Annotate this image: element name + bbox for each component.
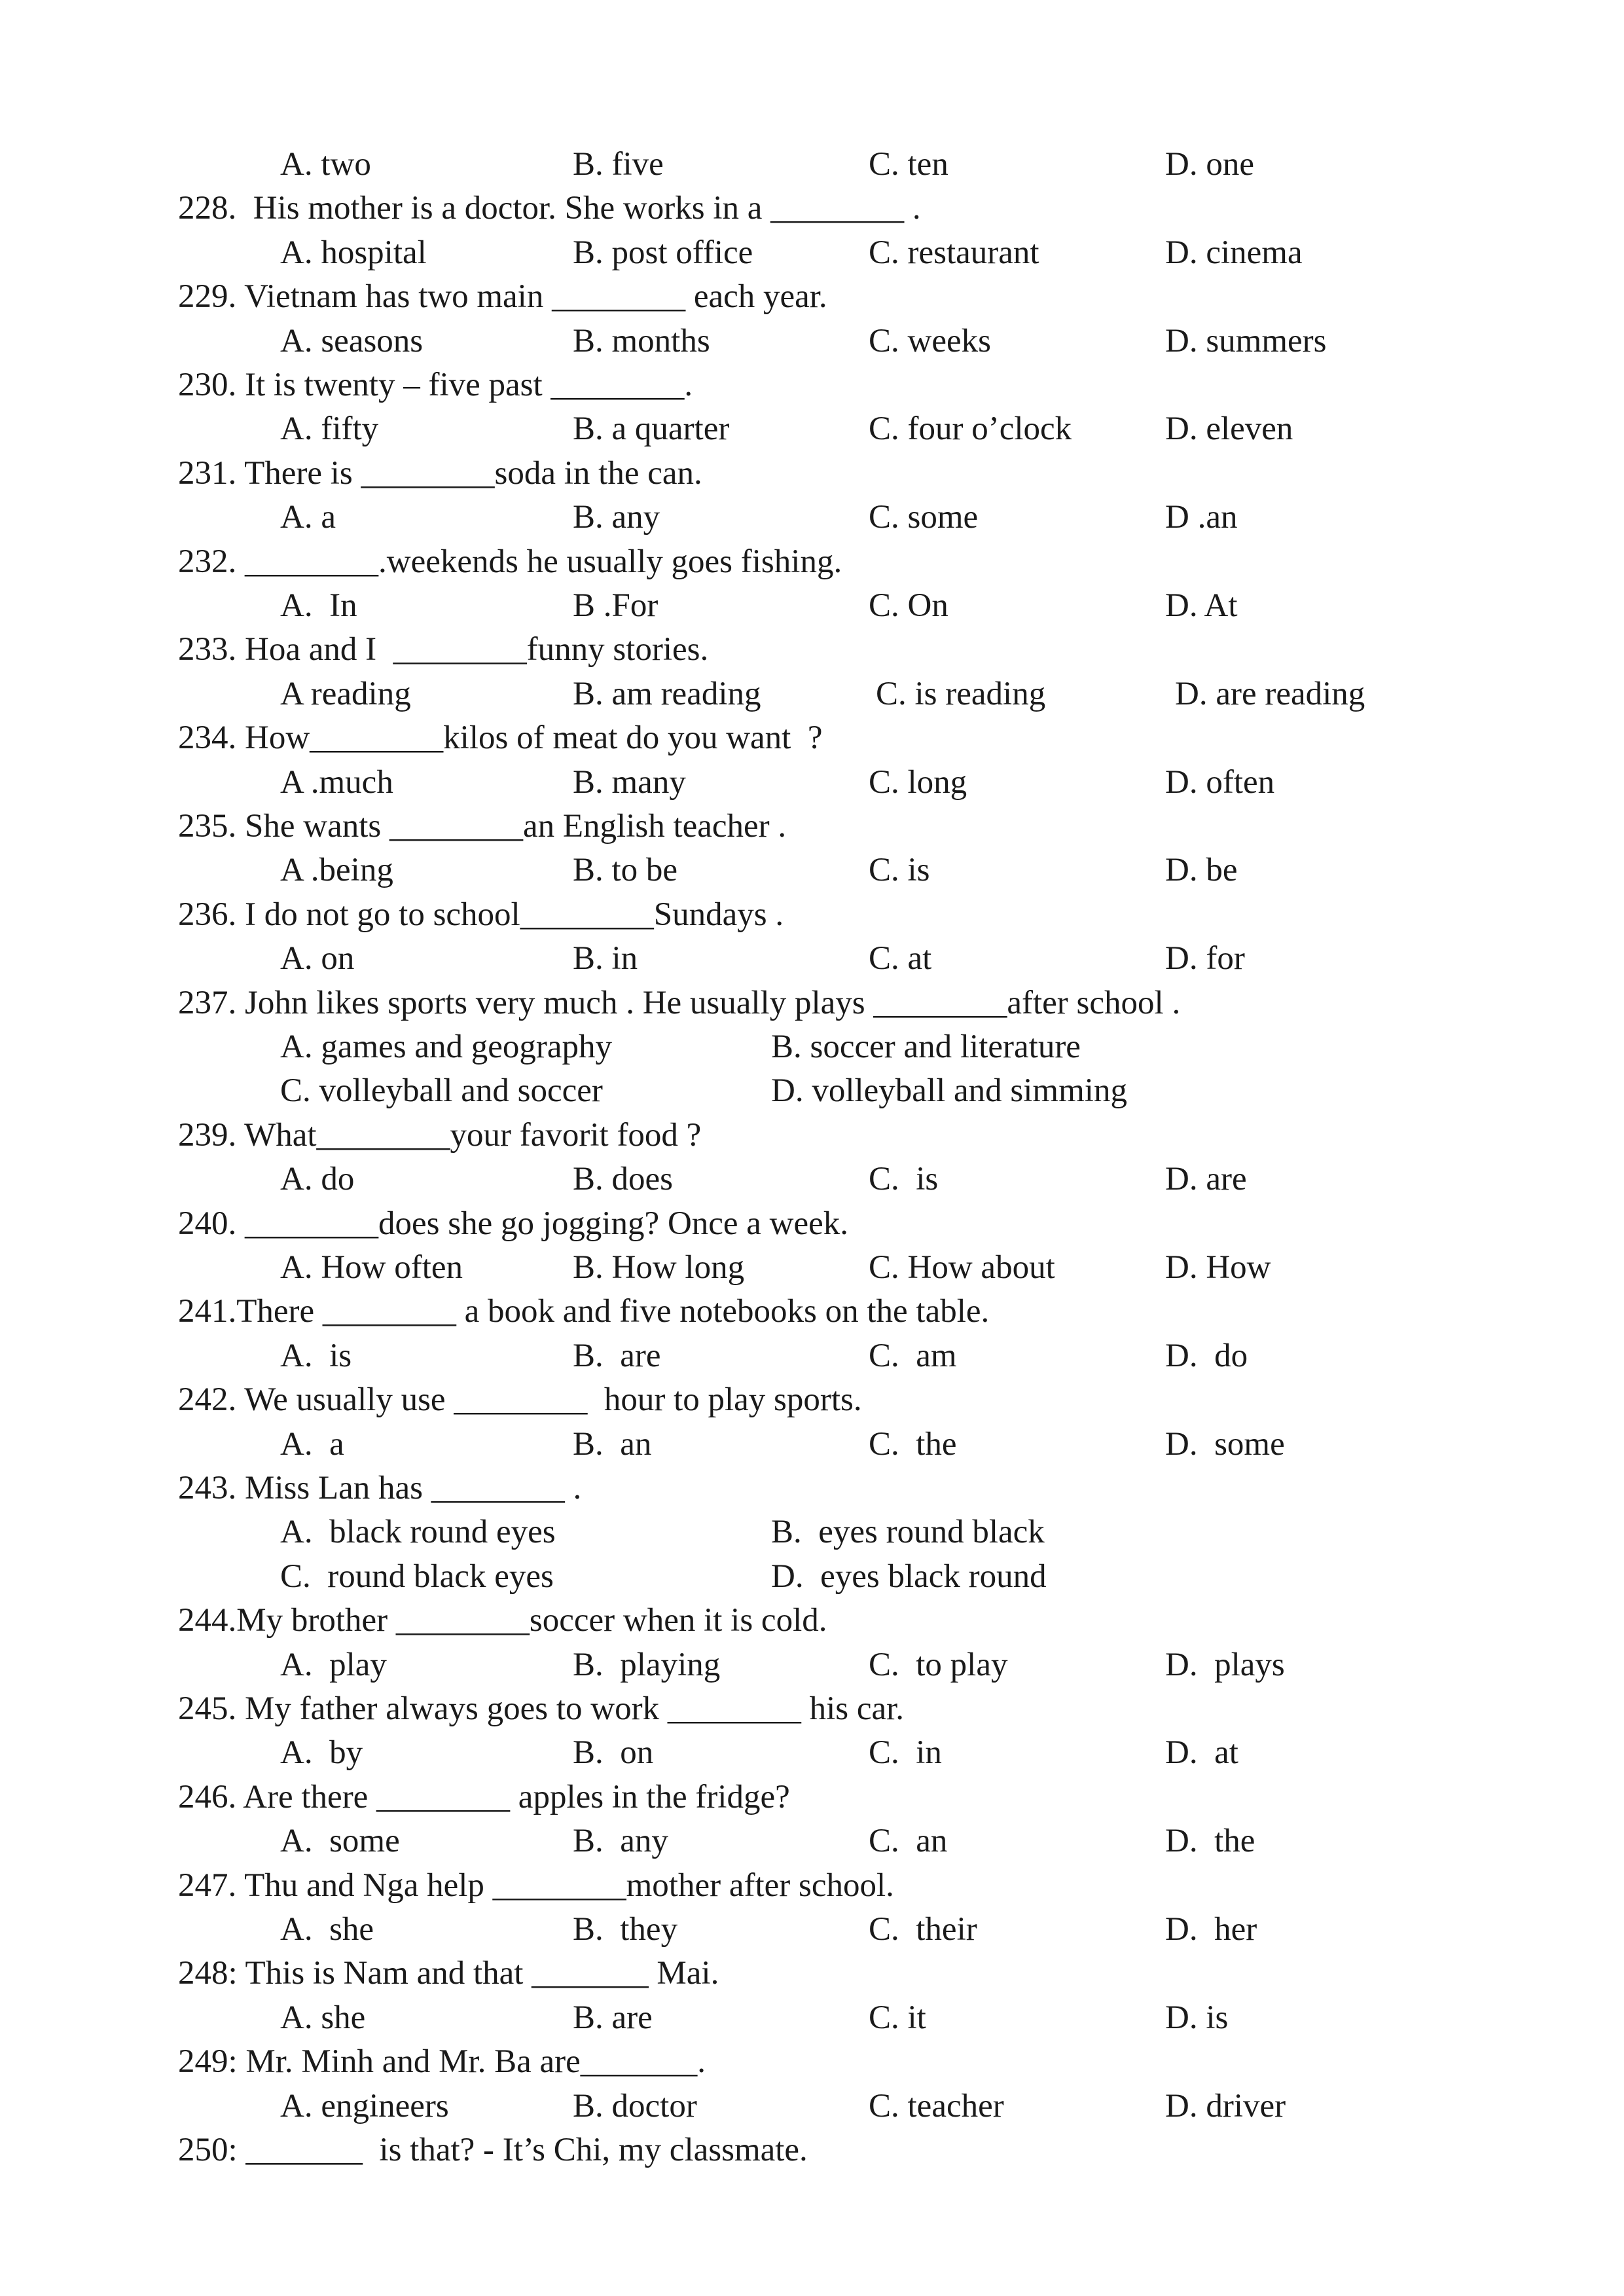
answer-option: B. many — [573, 763, 686, 801]
question-row — [0, 275, 1624, 319]
answer-option: C. restaurant — [869, 234, 1039, 271]
options-row — [0, 1334, 1624, 1378]
answer-option: D. some — [1165, 1425, 1285, 1463]
question-text: 231. There is ________soda in the can. — [178, 454, 702, 492]
answer-option: B. How long — [573, 1249, 745, 1286]
answer-option: B. in — [573, 940, 638, 977]
options-row — [0, 319, 1624, 363]
answer-option: B. a quarter — [573, 410, 730, 448]
options-row — [0, 584, 1624, 628]
answer-option: C. to play — [869, 1646, 1008, 1683]
question-row — [0, 981, 1624, 1025]
answer-option: D. eyes black round — [771, 1558, 1047, 1595]
options-row — [0, 143, 1624, 187]
question-row — [0, 1776, 1624, 1819]
answer-option: C. at — [869, 940, 932, 977]
question-row — [0, 1864, 1624, 1908]
answer-option: B. are — [573, 1337, 661, 1374]
question-row — [0, 805, 1624, 848]
options-row — [0, 496, 1624, 539]
question-row — [0, 716, 1624, 760]
answer-option: C. How about — [869, 1249, 1055, 1286]
question-row — [0, 2040, 1624, 2084]
options-row — [0, 2085, 1624, 2128]
question-text: 243. Miss Lan has ________ . — [178, 1470, 582, 1506]
question-text: 244.My brother ________soccer when it is cold. — [178, 1602, 827, 1639]
answer-option: D. plays — [1165, 1646, 1285, 1683]
answer-option: B. any — [573, 1823, 668, 1860]
question-row — [0, 363, 1624, 407]
options-row — [0, 1819, 1624, 1863]
question-text: 233. Hoa and I ________funny stories. — [178, 631, 709, 668]
question-text: 239. What________your favorit food ? — [178, 1116, 702, 1154]
options-row — [0, 407, 1624, 451]
answer-option: C. On — [869, 587, 948, 624]
answer-option: A. play — [280, 1646, 387, 1683]
question-text: 242. We usually use ________ hour to play sports. — [178, 1381, 862, 1419]
answer-option: D. her — [1165, 1911, 1257, 1948]
options-row — [0, 1069, 1624, 1113]
answer-option: A .being — [280, 852, 393, 889]
answer-option: C. teacher — [869, 2087, 1004, 2124]
answer-option: C. an — [869, 1823, 948, 1860]
answer-option: A. black round eyes — [280, 1514, 556, 1551]
answer-option: C. is reading — [876, 675, 1046, 712]
question-row — [0, 1202, 1624, 1246]
answer-option: B. soccer and literature — [771, 1029, 1081, 1065]
answer-option: B. to be — [573, 852, 678, 889]
answer-option: B. months — [573, 322, 710, 359]
options-row — [0, 1643, 1624, 1687]
answer-option: D. the — [1165, 1823, 1255, 1860]
answer-option: D. are reading — [1175, 675, 1365, 712]
answer-option: D. at — [1165, 1734, 1238, 1772]
question-text: 245. My father always goes to work ________ his car. — [178, 1690, 905, 1727]
answer-option: A. two — [280, 146, 371, 183]
question-row — [0, 628, 1624, 672]
answer-option: A. is — [280, 1337, 352, 1374]
question-text: 236. I do not go to school________Sundays . — [178, 896, 784, 933]
answer-option: D. one — [1165, 146, 1254, 183]
answer-option: D. for — [1165, 940, 1245, 977]
options-row — [0, 1510, 1624, 1554]
options-row — [0, 231, 1624, 275]
answer-option: C. am — [869, 1337, 957, 1374]
answer-option: D. are — [1165, 1161, 1247, 1198]
answer-option: D. do — [1165, 1337, 1248, 1374]
options-row — [0, 1246, 1624, 1290]
question-text: 228. His mother is a doctor. She works in a ________ . — [178, 190, 921, 227]
answer-option: D. volleyball and simming — [771, 1072, 1127, 1110]
answer-option: D. At — [1165, 587, 1238, 624]
answer-option: A. a — [280, 1425, 344, 1463]
answer-option: C. it — [869, 1999, 926, 2036]
question-text: 246. Are there ________ apples in the fridge? — [178, 1778, 790, 1815]
options-row — [0, 848, 1624, 892]
answer-option: D. How — [1165, 1249, 1271, 1286]
answer-option: A. games and geography — [280, 1029, 613, 1065]
answer-option: B .For — [573, 587, 659, 624]
answer-option: B. an — [573, 1425, 652, 1463]
question-text: 241.There ________ a book and five notebooks on the table. — [178, 1293, 990, 1330]
answer-option: D. eleven — [1165, 410, 1293, 448]
question-row — [0, 1290, 1624, 1334]
options-row — [0, 761, 1624, 805]
answer-option: A. on — [280, 940, 355, 977]
question-row — [0, 1687, 1624, 1731]
answer-option: A. engineers — [280, 2087, 449, 2124]
answer-option: B. eyes round black — [771, 1514, 1045, 1551]
answer-option: A. do — [280, 1161, 355, 1198]
answer-option: B. five — [573, 146, 664, 183]
answer-option: B. playing — [573, 1646, 721, 1683]
question-text: 237. John likes sports very much . He usually plays ________after school . — [178, 984, 1181, 1021]
question-text: 248: This is Nam and that _______ Mai. — [178, 1955, 719, 1992]
answer-option: B. are — [573, 1999, 653, 2036]
answer-option: D. cinema — [1165, 234, 1303, 271]
answer-option: C. four o’clock — [869, 410, 1072, 448]
answer-option: C. is — [869, 1161, 939, 1198]
options-row — [0, 937, 1624, 981]
answer-option: C. round black eyes — [280, 1558, 554, 1595]
options-row — [0, 1996, 1624, 2040]
question-row — [0, 2128, 1624, 2172]
answer-option: A. by — [280, 1734, 363, 1772]
question-row — [0, 1378, 1624, 1422]
question-text: 232. ________.weekends he usually goes fishing. — [178, 543, 842, 580]
answer-option: C. is — [869, 852, 930, 889]
answer-option: B. any — [573, 499, 660, 536]
answer-option: A. hospital — [280, 234, 427, 271]
options-row — [0, 1908, 1624, 1952]
question-row — [0, 1952, 1624, 1995]
answer-option: A. some — [280, 1823, 400, 1860]
answer-option: A. she — [280, 1911, 374, 1948]
answer-option: A. she — [280, 1999, 366, 2036]
answer-option: D. is — [1165, 1999, 1229, 2036]
answer-option: C. weeks — [869, 322, 991, 359]
options-row — [0, 1025, 1624, 1069]
answer-option: D. be — [1165, 852, 1238, 889]
answer-option: C. some — [869, 499, 979, 536]
options-row — [0, 1731, 1624, 1775]
question-row — [0, 187, 1624, 230]
answer-option: A. a — [280, 499, 336, 536]
answer-option: B. post office — [573, 234, 753, 271]
question-text: 247. Thu and Nga help ________mother after school. — [178, 1867, 894, 1904]
answer-option: A. How often — [280, 1249, 463, 1286]
answer-option: A. In — [280, 587, 357, 624]
answer-option: A. seasons — [280, 322, 424, 359]
answer-option: C. volleyball and soccer — [280, 1072, 603, 1110]
question-row — [0, 893, 1624, 937]
question-row — [0, 540, 1624, 584]
answer-option: A. fifty — [280, 410, 379, 448]
answer-option: B. does — [573, 1161, 673, 1198]
question-text: 249: Mr. Minh and Mr. Ba are_______. — [178, 2043, 706, 2081]
answer-option: A reading — [280, 675, 411, 712]
options-row — [0, 1157, 1624, 1201]
options-row — [0, 672, 1624, 716]
question-text: 250: _______ is that? - It’s Chi, my classmate. — [178, 2132, 808, 2168]
question-row — [0, 1114, 1624, 1157]
options-row — [0, 1423, 1624, 1467]
question-row — [0, 1467, 1624, 1510]
question-row — [0, 452, 1624, 496]
answer-option: C. ten — [869, 146, 948, 183]
question-text: 234. How________kilos of meat do you want ? — [178, 720, 823, 757]
answer-option: D. driver — [1165, 2087, 1286, 2124]
question-text: 229. Vietnam has two main ________ each year. — [178, 278, 827, 316]
question-text: 240. ________does she go jogging? Once a week. — [178, 1205, 849, 1242]
answer-option: C. the — [869, 1425, 957, 1463]
answer-option: C. in — [869, 1734, 942, 1772]
answer-option: C. their — [869, 1911, 977, 1948]
answer-option: B. doctor — [573, 2087, 697, 2124]
answer-option: D. often — [1165, 763, 1275, 801]
question-text: 235. She wants ________an English teacher . — [178, 808, 787, 845]
answer-option: B. on — [573, 1734, 654, 1772]
question-text: 230. It is twenty – five past ________. — [178, 367, 693, 403]
answer-option: D. summers — [1165, 322, 1327, 359]
answer-option: B. am reading — [573, 675, 761, 712]
answer-option: C. long — [869, 763, 967, 801]
answer-option: B. they — [573, 1911, 678, 1948]
answer-option: A .much — [280, 763, 393, 801]
answer-option: D .an — [1165, 499, 1238, 536]
question-row — [0, 1599, 1624, 1643]
options-row — [0, 1555, 1624, 1599]
